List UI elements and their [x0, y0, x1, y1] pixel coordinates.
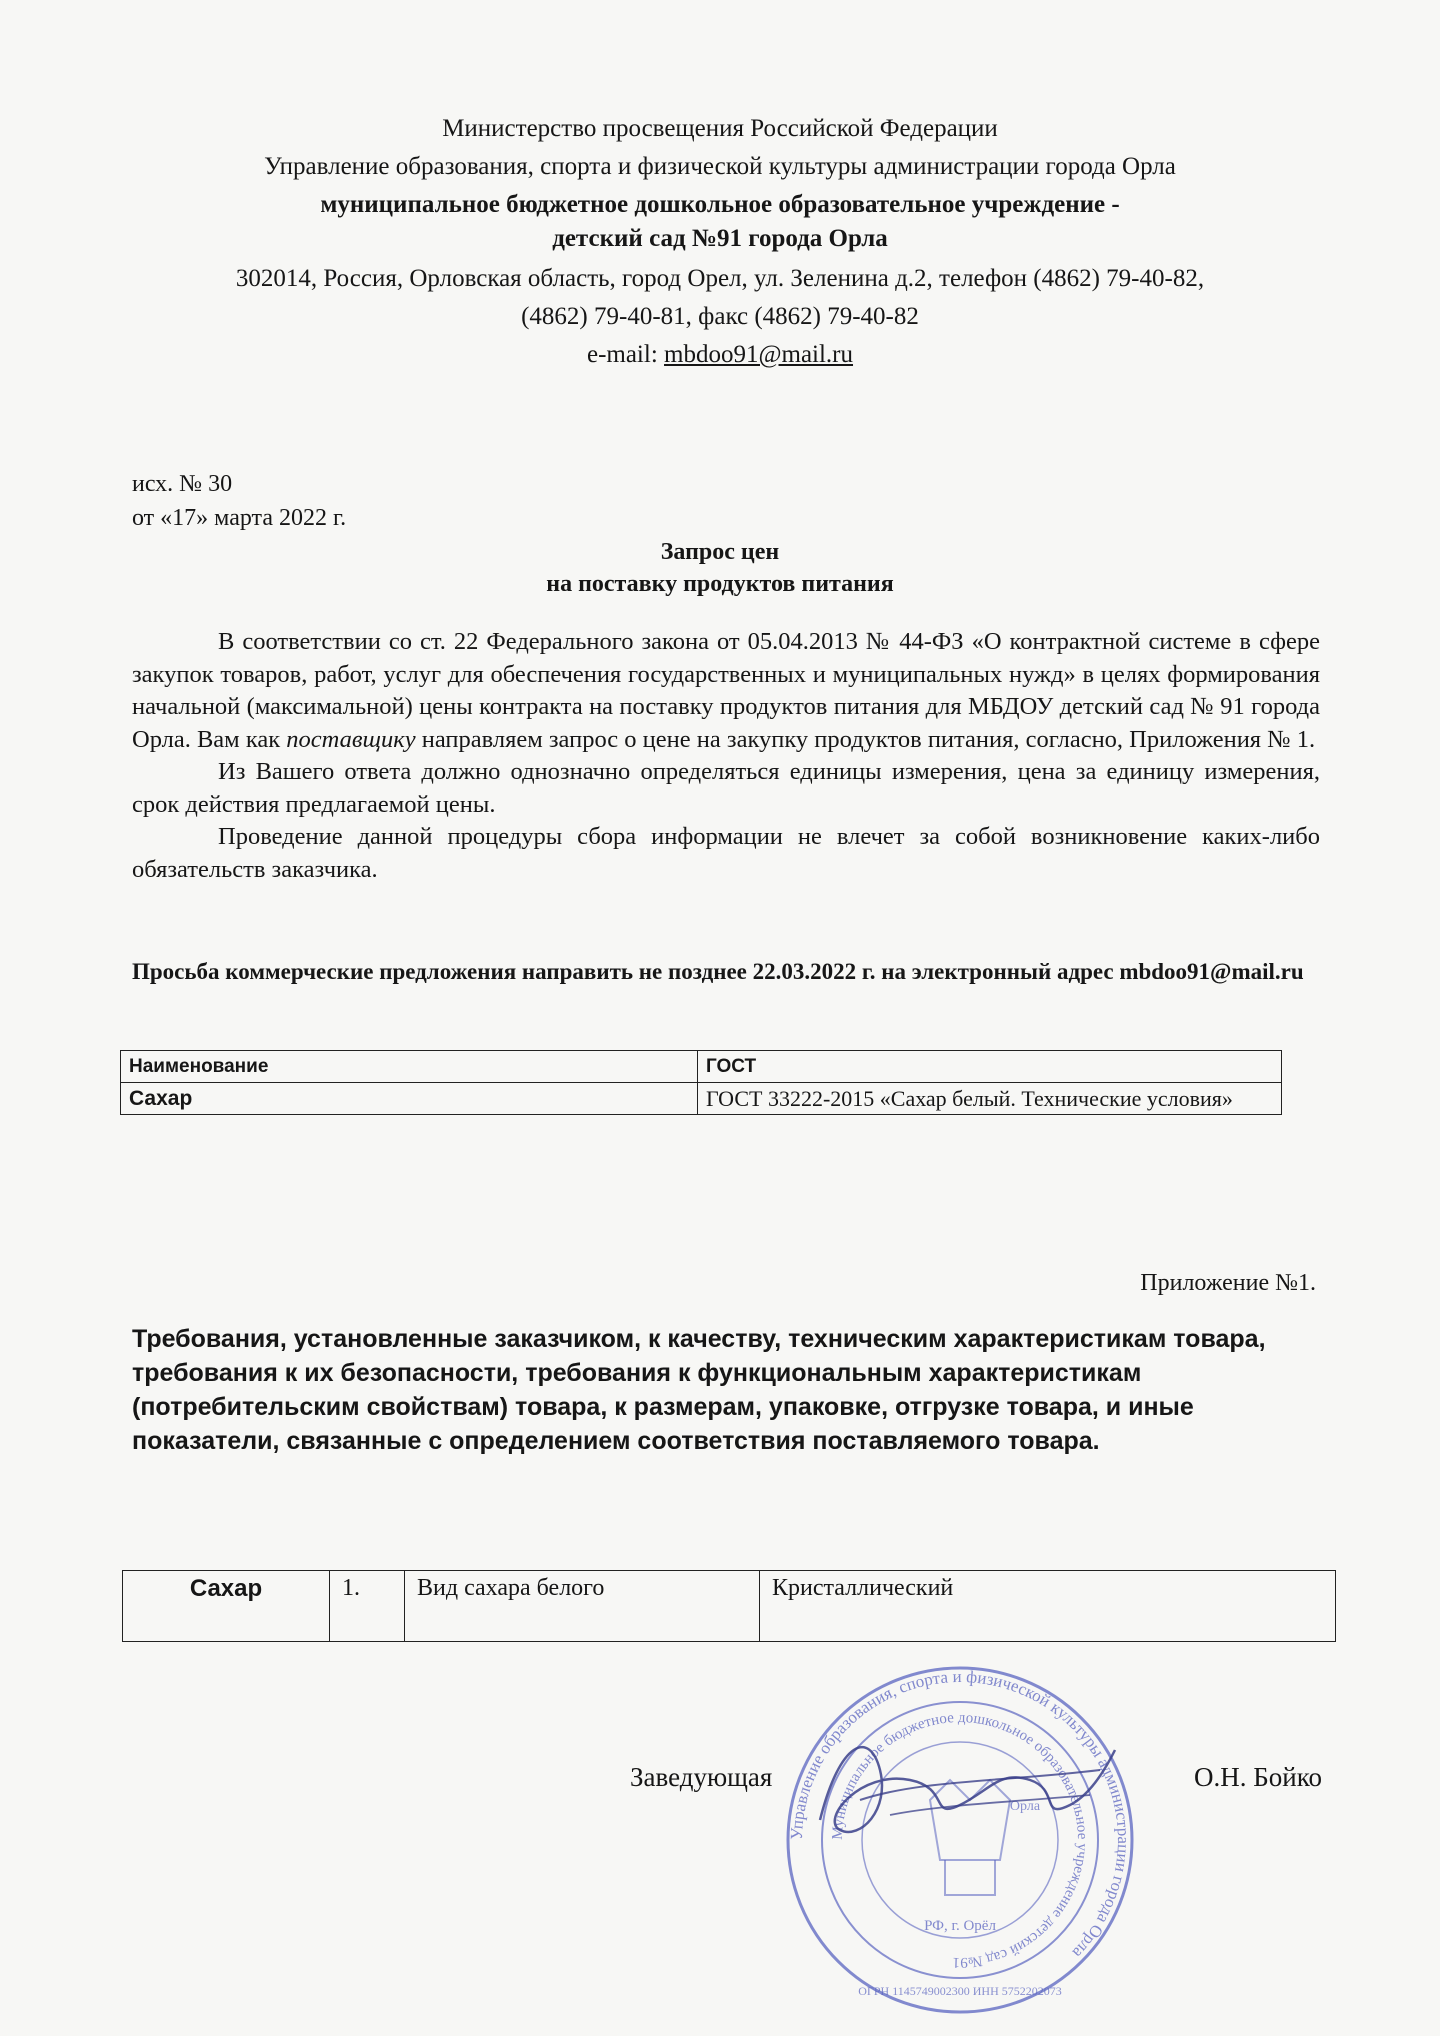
paragraph-1-text-a: В соответствии со ст. 22 Федерального закона от 05.04.2013 № 44-ФЗ «О контрактной системе в сфере закупок товаров, работ, услуг для обеспечения государственных и муниципальных нужд» в целях формирования начальной (максимальной) цены контракта на поставку продуктов питания для МБДОУ детский сад № 91 города Орла. Вам как	[132, 628, 1320, 753]
address-line-2: (4862) 79-40-81, факс (4862) 79-40-82	[521, 303, 919, 330]
signatory-position: Заведующая	[630, 1762, 773, 1792]
cell-value: Кристаллический	[760, 1571, 1336, 1642]
stamp-center: Орла	[1009, 1799, 1041, 1814]
gost-table	[120, 1050, 1282, 1115]
document-subtitle: на поставку продуктов питания	[546, 571, 894, 597]
signatory-name: О.Н. Бойко	[1194, 1762, 1322, 1792]
stamp-outer-text: Управление образования, спорта и физической культуры администрации города Орла	[786, 1666, 1134, 1963]
outgoing-date: от «17» марта 2022 г.	[132, 505, 347, 531]
cell-product-name: Сахар	[121, 1083, 698, 1115]
address-line-1: 302014, Россия, Орловская область, город Орел, ул. Зеленина д.2, телефон (4862) 79-40-82,	[235, 265, 1205, 292]
stamp-ogrn: ОГРН 1145749002300 ИНН 5752202073	[858, 1984, 1062, 1998]
table-header-row	[121, 1051, 1282, 1083]
email-label: e-mail:	[586, 341, 665, 368]
paragraph-1-italic: поставщику	[286, 725, 416, 753]
cell-parameter: Вид сахара белого	[405, 1571, 760, 1642]
department-line: Управление образования, спорта и физической культуры администрации города Орла	[264, 153, 1176, 180]
table-row	[121, 1083, 1282, 1115]
header-cell-gost: ГОСТ	[698, 1051, 1282, 1083]
handwritten-signature	[800, 1710, 1130, 1860]
email-link[interactable]: mbdoo91@mail.ru	[664, 341, 854, 368]
organization-line-2: детский сад №91 города Орла	[552, 225, 888, 252]
paragraph-2: Из Вашего ответа должно однозначно определяться единицы измерения, цена за единицу измерения, срок действия предлагаемой цены.	[132, 758, 1320, 818]
ministry-line: Министерство просвещения Российской Федерации	[442, 115, 998, 142]
organization-line-1: муниципальное бюджетное дошкольное образовательное учреждение -	[320, 191, 1120, 218]
cell-product: Сахар	[123, 1571, 330, 1642]
paragraph-1	[132, 626, 1320, 756]
body-text	[132, 626, 1320, 886]
table-row	[123, 1571, 1336, 1642]
appendix-label: Приложение №1.	[1140, 1270, 1316, 1296]
paragraph-3: Проведение данной процедуры сбора информации не влечет за собой возникновение каких-либо обязательств заказчика.	[132, 823, 1320, 883]
stamp-inner-text: Муниципальное бюджетное дошкольное образовательное учреждение детский сад №91	[829, 1709, 1091, 1971]
email-line	[0, 338, 1440, 371]
requirements-heading: Требования, установленные заказчиком, к качеству, техническим характеристикам товара, требования к их безопасности, требования к функциональным характеристикам (потребительским свойствам) товара, к размерам, упаковке, отгрузке товара, и иные показатели, связанные с определением соответствия поставляемого товара.	[132, 1325, 1266, 1455]
document-title: Запрос цен	[660, 539, 780, 565]
header-cell-name: Наименование	[121, 1051, 698, 1083]
paragraph-1-text-b: направляем запрос о цене на закупку продуктов питания, согласно, Приложения № 1.	[415, 725, 1316, 753]
stamp-city: РФ, г. Орёл	[924, 1918, 996, 1934]
requirements-table	[122, 1570, 1336, 1642]
cell-gost: ГОСТ 33222-2015 «Сахар белый. Технические условия»	[698, 1083, 1282, 1115]
request-note: Просьба коммерческие предложения направить не позднее 22.03.2022 г. на электронный адрес mbdoo91@mail.ru	[132, 959, 1304, 984]
outgoing-number: исх. № 30	[132, 471, 233, 497]
cell-number: 1.	[330, 1571, 405, 1642]
